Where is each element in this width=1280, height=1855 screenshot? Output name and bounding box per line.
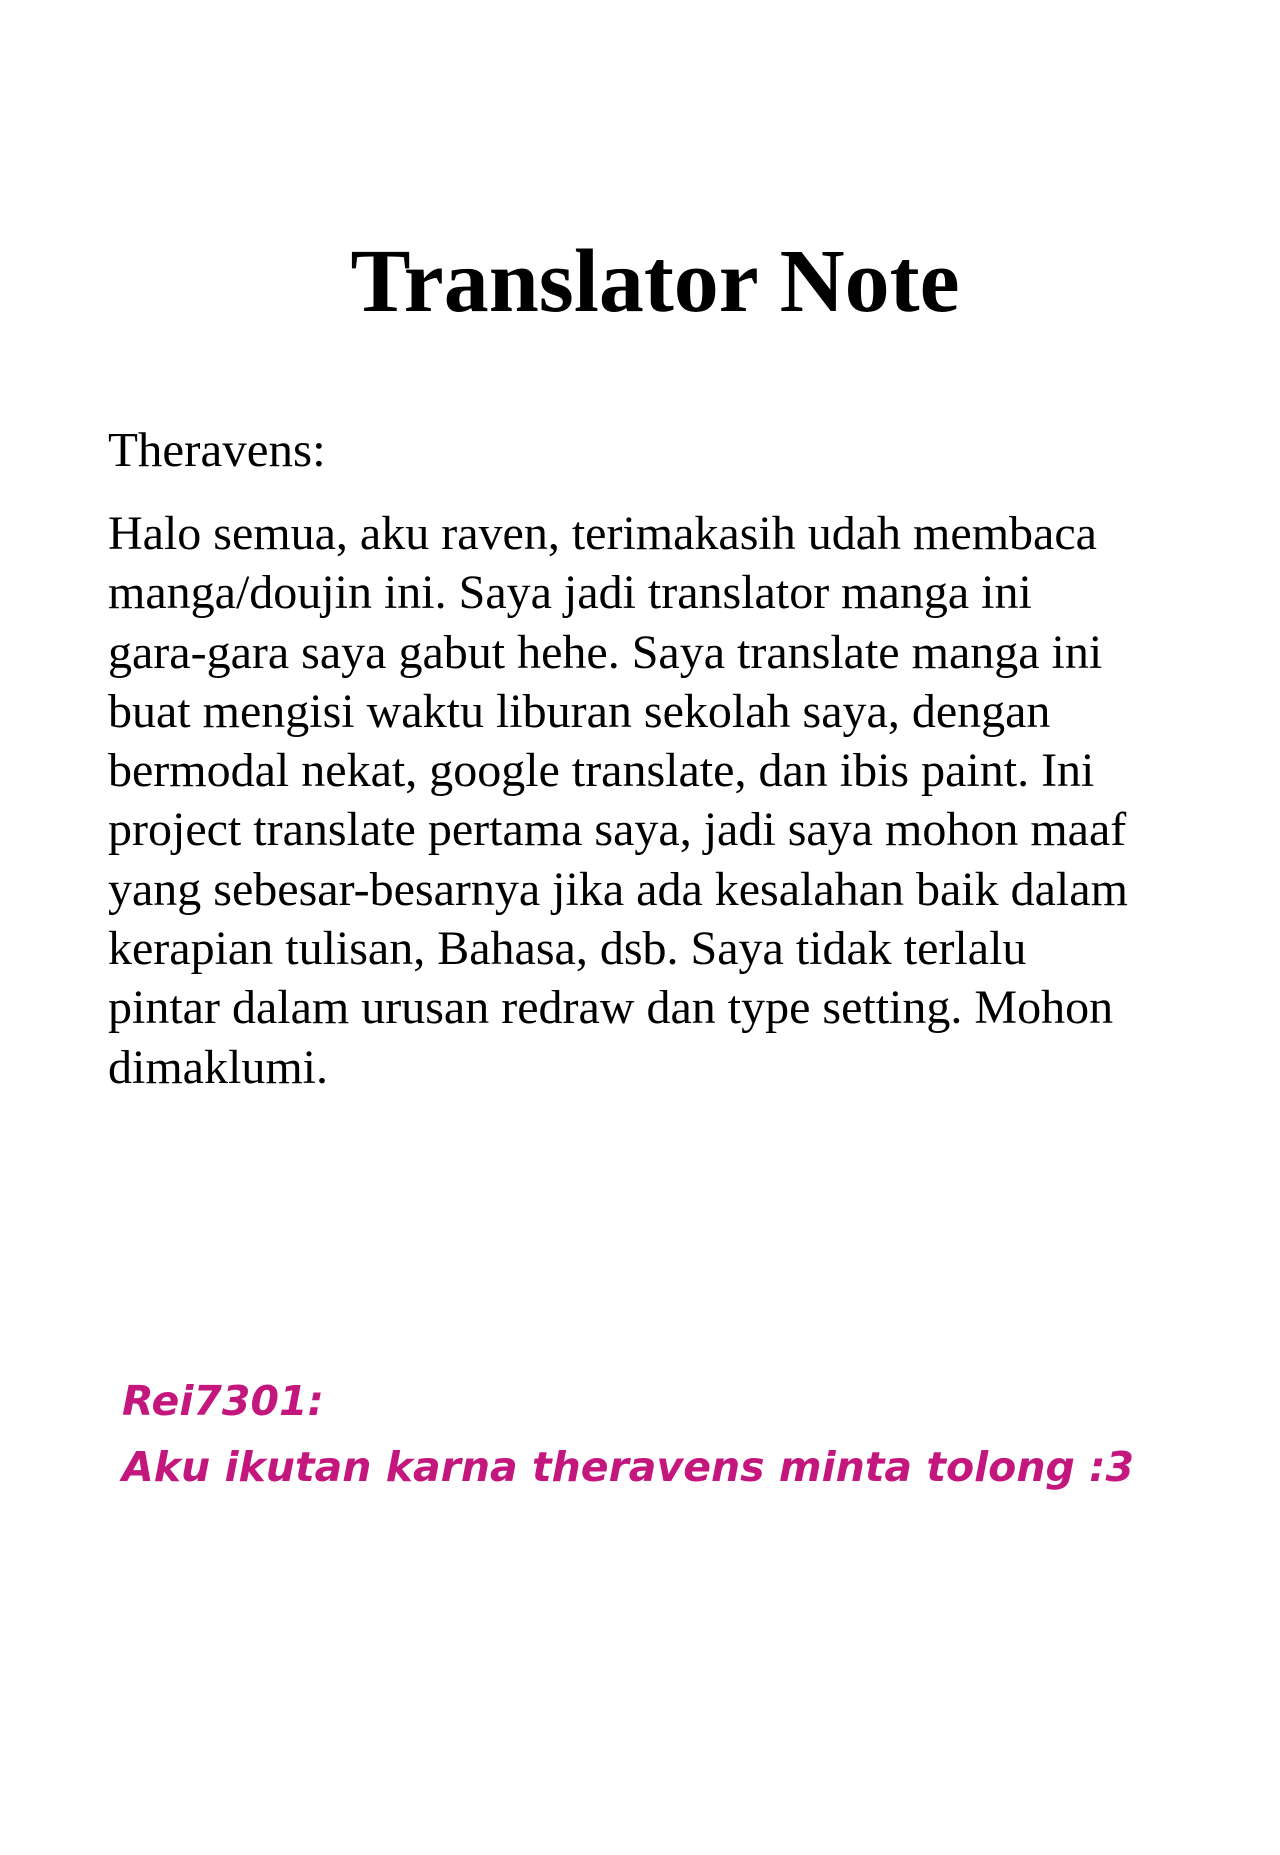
- body-line: Halo semua, aku raven, terimakasih udah membaca: [108, 507, 1097, 560]
- body-line: dimaklumi.: [108, 1040, 328, 1094]
- body-line: buat mengisi waktu liburan sekolah saya, dengan: [108, 684, 1051, 738]
- body-line: gara-gara saya gabut hehe. Saya translate manga ini: [108, 625, 1103, 679]
- note-author-theravens: Theravens:: [108, 422, 326, 477]
- body-line: bermodal nekat, google translate, dan ibis paint. Ini: [108, 744, 1095, 798]
- note-body-rei7301: Aku ikutan karna theravens minta tolong :3: [122, 1443, 1135, 1491]
- body-line: kerapian tulisan, Bahasa, dsb. Saya tidak terlalu: [108, 922, 1027, 976]
- note-rei7301: [122, 1368, 1134, 1500]
- body-line: manga/doujin ini. Saya jadi translator manga ini: [108, 566, 1032, 620]
- body-line: yang sebesar-besarnya jika ada kesalahan baik dalam: [108, 862, 1128, 916]
- note-author-rei7301: Rei7301:: [122, 1377, 324, 1425]
- body-line: pintar dalam urusan redraw dan type setting. Mohon: [108, 981, 1114, 1035]
- note-body-theravens: [108, 504, 1218, 1097]
- page-title: Translator Note: [350, 232, 960, 331]
- body-line: project translate pertama saya, jadi saya mohon maaf: [108, 803, 1127, 857]
